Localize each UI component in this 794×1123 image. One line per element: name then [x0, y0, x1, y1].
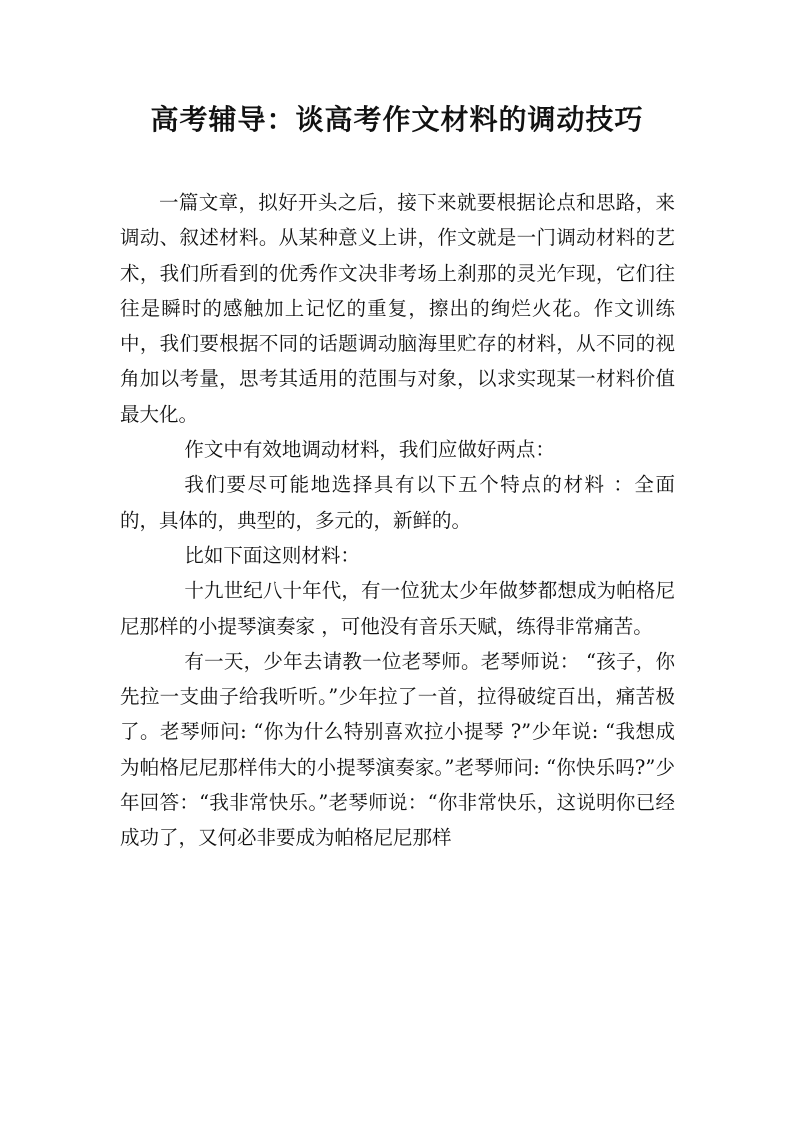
paragraph-story-dialogue: 有一天，少年去请教一位老琴师。老琴师说： “孩子，你先拉一支曲子给我听听。”少年拉了一首，拉得破绽百出，痛苦极了。老琴师问: “你为什么特别喜欢拉小提琴 ?”少年说: “我想成为帕格尼尼那样伟大的小提琴演奏家。”老琴师问: “你快乐吗?”少年回答：“我非常快乐。”老琴师说：“你非常快乐，这说明你已经成功了，又何必非要成为帕格尼尼那样 — [120, 649, 675, 850]
paragraph-five-features: 我们要尽可能地选择具有以下五个特点的材料 ：全面的，具体的，典型的，多元的，新鲜的。 — [120, 473, 675, 532]
paragraph-example-intro: 比如下面这则材料： — [184, 543, 360, 567]
paragraph-intro: 一篇文章，拟好开头之后，接下来就要根据论点和思路，来调动、叙述材料。从某种意义上讲，作文就是一门调动材料的艺术，我们所看到的优秀作文决非考场上刹那的灵光乍现，它们往往是瞬时的感触加上记忆的重复，擦出的绚烂火花。作文训练中，我们要根据不同的话题调动脑海里贮存的材料，从不同的视角加以考量，思考其适用的范围与对象，以求实现某一材料价值最大化。 — [120, 191, 675, 426]
document-title: 高考辅导：谈高考作文材料的调动技巧 — [150, 103, 644, 136]
paragraph-story-start: 十九世纪八十年代，有一位犹太少年做梦都想成为帕格尼尼那样的小提琴演奏家 ，可他没有音乐天赋，练得非常痛苦。 — [120, 579, 675, 638]
paragraph-two-points: 作文中有效地调动材料，我们应做好两点： — [184, 438, 555, 462]
document-body — [120, 185, 675, 856]
